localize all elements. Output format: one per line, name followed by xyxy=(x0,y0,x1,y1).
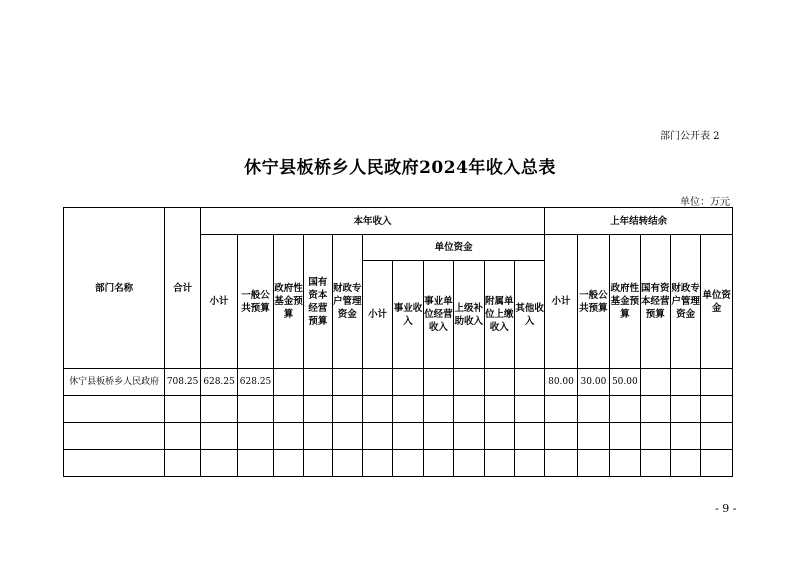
value-cell xyxy=(640,396,670,423)
value-cell xyxy=(165,396,200,423)
value-cell xyxy=(165,450,200,477)
value-cell xyxy=(454,450,484,477)
value-cell xyxy=(273,369,303,396)
value-cell xyxy=(393,423,423,450)
value-cell xyxy=(577,396,609,423)
page-title: 休宁县板桥乡人民政府2024年收入总表 xyxy=(244,158,556,178)
dept-name-cell: 休宁县板桥乡人民政府 xyxy=(64,369,165,396)
value-cell xyxy=(200,423,238,450)
header-unit-operating-income: 事业单位经营收入 xyxy=(423,261,453,369)
value-cell xyxy=(610,396,640,423)
header-current-general-budget: 一般公共预算 xyxy=(238,235,273,369)
revenue-table xyxy=(63,207,733,477)
value-cell xyxy=(423,396,453,423)
value-cell xyxy=(484,369,514,396)
value-cell xyxy=(304,369,332,396)
header-unit-superior-subsidy: 上级补助收入 xyxy=(454,261,484,369)
value-cell xyxy=(393,396,423,423)
value-cell xyxy=(200,396,238,423)
value-cell xyxy=(454,396,484,423)
header-carry-general-budget: 一般公共预算 xyxy=(577,235,609,369)
value-cell xyxy=(304,423,332,450)
value-cell xyxy=(332,396,362,423)
header-current-state-capital: 国有资本经营预算 xyxy=(304,235,332,369)
value-cell xyxy=(610,423,640,450)
value-cell xyxy=(423,369,453,396)
value-cell xyxy=(484,450,514,477)
value-cell: 708.25 xyxy=(165,369,200,396)
value-cell xyxy=(484,423,514,450)
value-cell xyxy=(332,450,362,477)
header-current-subtotal: 小计 xyxy=(200,235,238,369)
value-cell xyxy=(577,450,609,477)
value-cell xyxy=(610,450,640,477)
header-unit-other-income: 其他收入 xyxy=(514,261,544,369)
value-cell: 80.00 xyxy=(545,369,577,396)
value-cell xyxy=(454,369,484,396)
value-cell xyxy=(701,450,733,477)
value-cell xyxy=(701,423,733,450)
header-carry-fiscal-special: 财政专户管理资金 xyxy=(670,235,700,369)
header-unit-business-income: 事业收入 xyxy=(393,261,423,369)
value-cell xyxy=(304,450,332,477)
value-cell: 628.25 xyxy=(200,369,238,396)
header-dept-name: 部门名称 xyxy=(64,208,165,369)
value-cell xyxy=(332,423,362,450)
table-row xyxy=(64,369,733,396)
value-cell xyxy=(514,450,544,477)
value-cell xyxy=(545,450,577,477)
value-cell xyxy=(701,396,733,423)
page-number: - 9 - xyxy=(715,502,737,515)
value-cell xyxy=(273,450,303,477)
value-cell xyxy=(238,396,273,423)
value-cell xyxy=(362,450,392,477)
value-cell xyxy=(238,450,273,477)
value-cell xyxy=(514,369,544,396)
value-cell xyxy=(304,396,332,423)
header-carry-unit-funds: 单位资金 xyxy=(701,235,733,369)
value-cell xyxy=(165,423,200,450)
value-cell xyxy=(514,396,544,423)
header-current-year-revenue: 本年收入 xyxy=(200,208,544,235)
value-cell xyxy=(273,423,303,450)
value-cell xyxy=(514,423,544,450)
header-current-gov-fund: 政府性基金预算 xyxy=(273,235,303,369)
table-row xyxy=(64,423,733,450)
table-number-label: 部门公开表 2 xyxy=(660,131,720,142)
value-cell xyxy=(670,450,700,477)
value-cell xyxy=(640,450,670,477)
value-cell xyxy=(640,423,670,450)
table-row xyxy=(64,450,733,477)
value-cell xyxy=(332,369,362,396)
value-cell: 628.25 xyxy=(238,369,273,396)
header-prior-year-carryover: 上年结转结余 xyxy=(545,208,733,235)
value-cell xyxy=(362,369,392,396)
value-cell xyxy=(200,450,238,477)
dept-name-cell xyxy=(64,450,165,477)
value-cell xyxy=(577,423,609,450)
value-cell xyxy=(393,369,423,396)
value-cell xyxy=(423,450,453,477)
value-cell xyxy=(423,423,453,450)
header-total: 合计 xyxy=(165,208,200,369)
value-cell: 30.00 xyxy=(577,369,609,396)
value-cell xyxy=(484,396,514,423)
table-row xyxy=(64,396,733,423)
header-unit-subtotal: 小计 xyxy=(362,261,392,369)
value-cell xyxy=(545,423,577,450)
value-cell xyxy=(362,423,392,450)
header-unit-affiliated-remit: 附属单位上缴收入 xyxy=(484,261,514,369)
header-current-fiscal-special: 财政专户管理资金 xyxy=(332,235,362,369)
value-cell xyxy=(701,369,733,396)
value-cell xyxy=(273,396,303,423)
value-cell xyxy=(670,396,700,423)
header-carry-gov-fund: 政府性基金预算 xyxy=(610,235,640,369)
dept-name-cell xyxy=(64,396,165,423)
dept-name-cell xyxy=(64,423,165,450)
value-cell xyxy=(670,369,700,396)
value-cell xyxy=(670,423,700,450)
value-cell xyxy=(238,423,273,450)
value-cell xyxy=(454,423,484,450)
value-cell: 50.00 xyxy=(610,369,640,396)
value-cell xyxy=(362,396,392,423)
value-cell xyxy=(640,369,670,396)
header-carry-subtotal: 小计 xyxy=(545,235,577,369)
value-cell xyxy=(545,396,577,423)
value-cell xyxy=(393,450,423,477)
unit-label: 单位：万元 xyxy=(680,197,730,208)
header-carry-state-capital: 国有资本经营预算 xyxy=(640,235,670,369)
header-unit-funds: 单位资金 xyxy=(362,235,544,261)
